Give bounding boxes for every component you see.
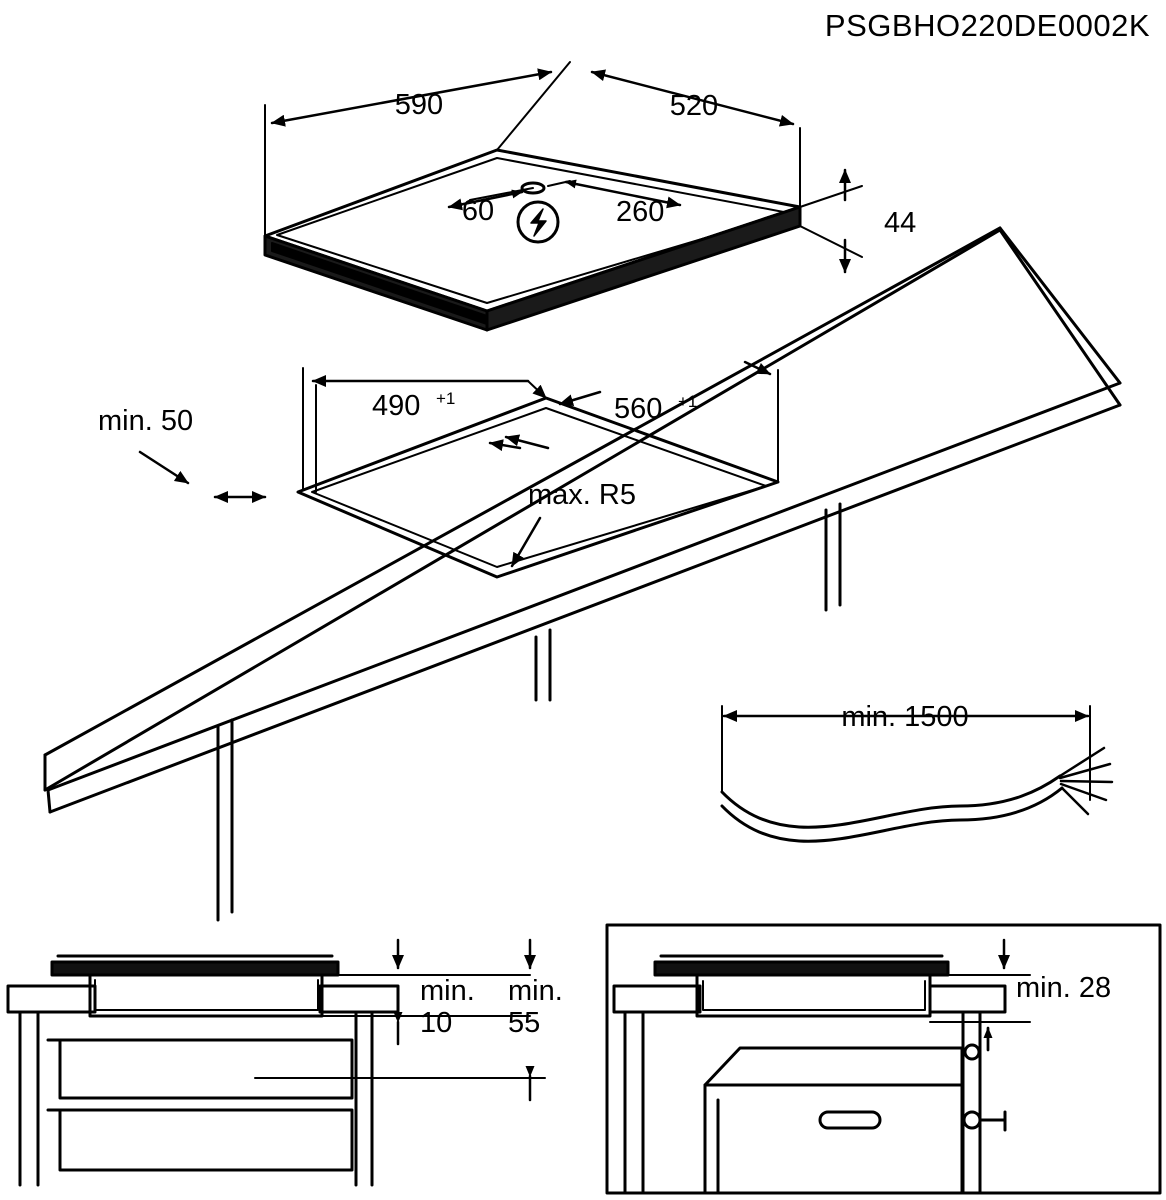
- dimension-min-10-label: min.: [420, 975, 475, 1007]
- dimension-min-50: min. 50: [98, 405, 194, 437]
- dimension-min-10-value: 10: [420, 1007, 453, 1039]
- dimension-60: 60: [461, 195, 495, 227]
- section-view-right: [607, 925, 1160, 1193]
- dimension-520: 520: [669, 90, 719, 122]
- dimension-590: 590: [394, 89, 444, 121]
- dimension-min-1500: min. 1500: [841, 701, 969, 733]
- dimension-min-55-value: 55: [508, 1007, 541, 1039]
- drawing-code-label: PSGBHO220DE0002K: [824, 8, 1150, 43]
- power-connection-symbol: [518, 202, 558, 242]
- dimension-min-28: min. 28: [1016, 972, 1112, 1004]
- dimension-490-sup: +1: [436, 389, 456, 408]
- dimension-260: 260: [616, 196, 665, 228]
- dimension-44: 44: [884, 207, 917, 239]
- dimension-max-r5: max. R5: [528, 479, 636, 511]
- dimension-min-55-label: min.: [508, 975, 563, 1007]
- dimension-560-sup: +1: [678, 392, 698, 411]
- dimension-560: 560: [614, 393, 663, 425]
- dimension-490: 490: [372, 390, 421, 422]
